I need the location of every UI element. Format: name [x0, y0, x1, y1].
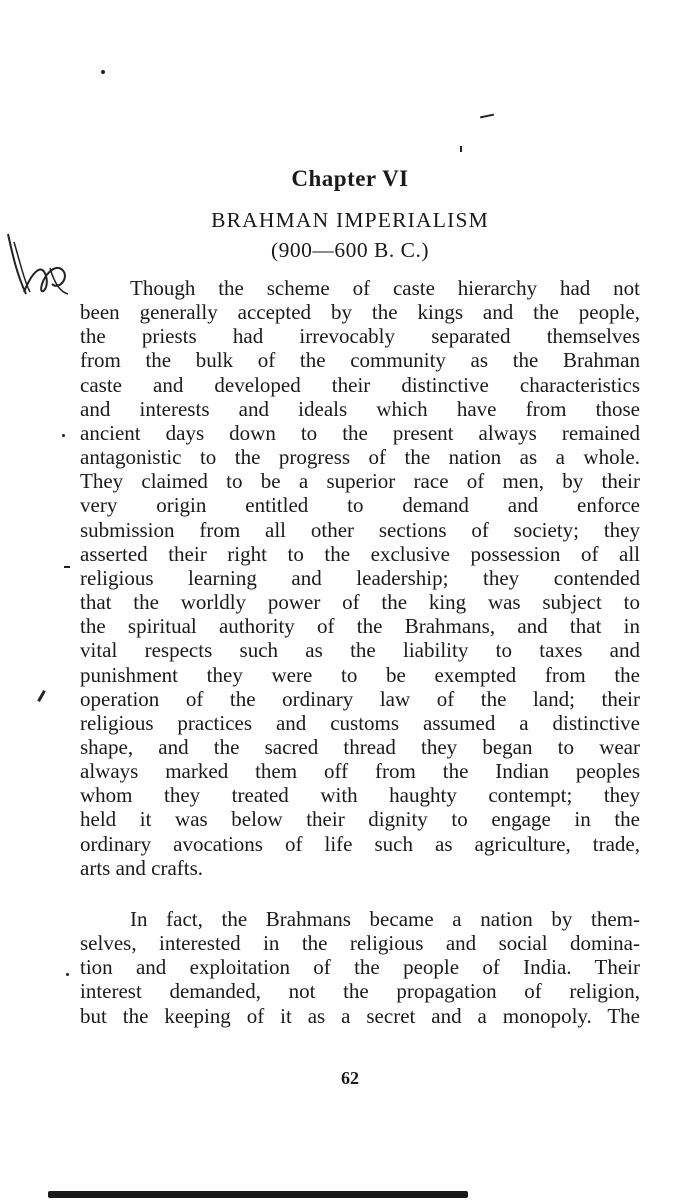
- scan-speck: [460, 146, 462, 152]
- text-line: ordinary avocations of life such as agriculture, trade,: [80, 831, 640, 856]
- text-line: vital respects such as the liability to taxes and: [80, 638, 640, 663]
- scan-dash: [480, 114, 494, 119]
- text-line: shape, and the sacred thread they began to wear: [80, 734, 640, 759]
- text-line: and interests and ideals which have from those: [80, 396, 640, 421]
- page-number: 62: [341, 1068, 359, 1088]
- text-line: held it was below their dignity to engage in the: [80, 807, 640, 832]
- text-line: caste and developed their distinctive characteristics: [80, 372, 640, 397]
- text-line: ancient days down to the present always remained: [80, 420, 640, 445]
- text-line: tion and exploitation of the people of India. Their: [80, 955, 640, 980]
- text-line: punishment they were to be exempted from the: [80, 662, 640, 687]
- margin-dash: [64, 566, 70, 568]
- text-line: whom they treated with haughty contempt; they: [80, 783, 640, 808]
- text-line: from the bulk of the community as the Brahman: [80, 348, 640, 373]
- text-line: They claimed to be a superior race of men, by their: [80, 469, 640, 494]
- margin-dot: [66, 973, 69, 976]
- text-line: Though the scheme of caste hierarchy had not: [130, 276, 640, 300]
- text-line: religious practices and customs assumed a distinctive: [80, 710, 640, 735]
- text-line: operation of the ordinary law of the land; their: [80, 686, 640, 711]
- text-line: antagonistic to the progress of the nation as a whole.: [80, 445, 640, 470]
- margin-tick: [37, 690, 46, 702]
- text-line: religious learning and leadership; they contended: [80, 565, 640, 590]
- chapter-title: Chapter VI: [291, 166, 409, 191]
- text-line: arts and crafts.: [80, 855, 204, 880]
- paragraph-1: [80, 276, 640, 880]
- chapter-dates: (900—600 B. C.): [271, 238, 429, 262]
- text-line: submission from all other sections of society; they: [80, 517, 640, 542]
- text-line: interest demanded, not the propagation of religion,: [80, 979, 640, 1004]
- text-line: that the worldly power of the king was subject to: [80, 590, 640, 615]
- text-line: the spiritual authority of the Brahmans, and that in: [80, 614, 640, 639]
- margin-dot: [62, 434, 65, 437]
- text-line: In fact, the Brahmans became a nation by them-: [130, 907, 640, 931]
- scan-edge-bar: [48, 1191, 468, 1198]
- chapter-subtitle: BRAHMAN IMPERIALISM: [211, 208, 489, 232]
- paragraph-2: [80, 907, 640, 1028]
- text-line: very origin entitled to demand and enforce: [80, 493, 640, 518]
- text-line: been generally accepted by the kings and the people,: [80, 300, 640, 325]
- scan-speck: [101, 70, 105, 74]
- text-line: asserted their right to the exclusive possession of all: [80, 541, 640, 566]
- text-line: but the keeping of it as a secret and a monopoly. The: [80, 1003, 640, 1028]
- text-line: the priests had irrevocably separated themselves: [80, 324, 640, 349]
- text-line: always marked them off from the Indian peoples: [80, 759, 640, 784]
- text-line: selves, interested in the religious and social domina-: [80, 931, 640, 956]
